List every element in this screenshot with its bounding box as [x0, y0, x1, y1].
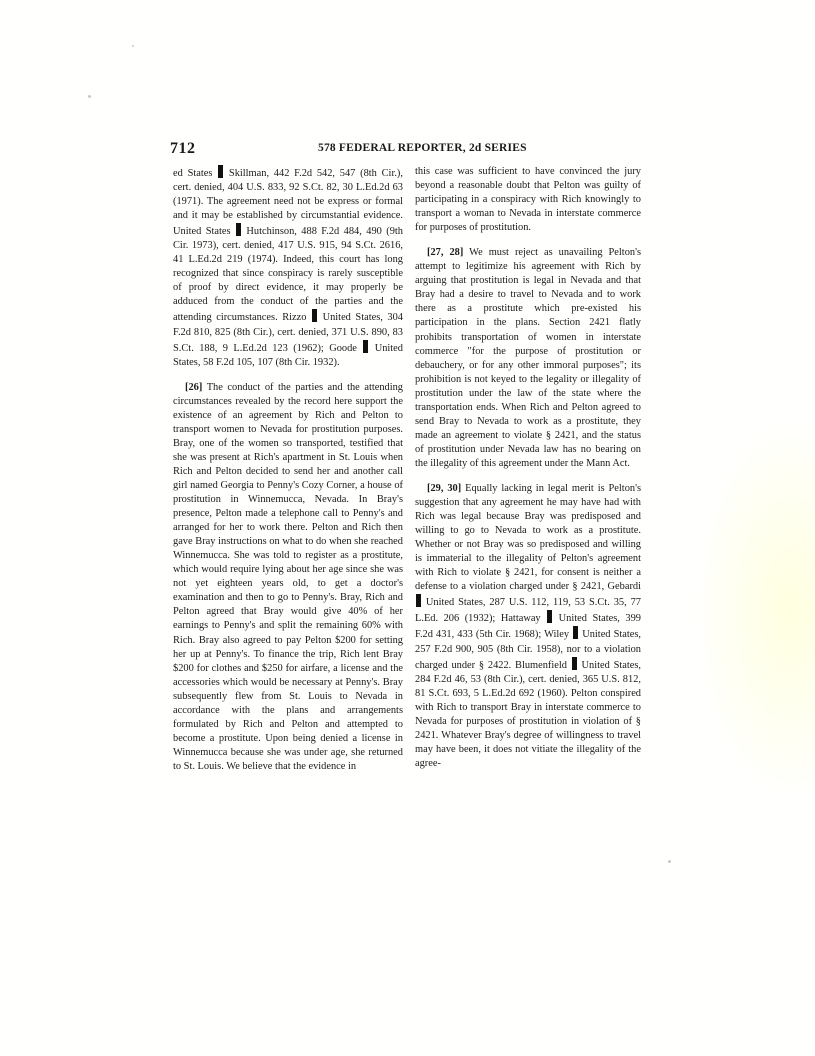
redaction-bar: [363, 340, 368, 353]
scan-speck: [88, 95, 91, 98]
page-header: [170, 140, 645, 160]
paragraph-text: We must reject as unavailing Pelton's attempt to legitimize his agreement with Rich by arguing that prostitution is legal in Nevada and that Bray had a desire to travel to Nevada and to work there as a prostitute which pre-existed his participation in the plans. Section 2421 flatly prohibits transportation of women in interstate commerce "for the purpose of prostitution or debauchery, or for any other immoral purposes"; its prohibition is not keyed to the legality or illegality of prostitution under the law of the state where the transportation ends. When Rich and Pelton agreed to send Bray to Nevada to work as a prostitute, they made an agreement to violate § 2421, and the status of prostitution under Nevada law has no bearing on the illegality of this agreement under the Mann Act.: [415, 247, 641, 469]
left-column: [173, 165, 403, 774]
paragraph: this case was sufficient to have convinced the jury beyond a reasonable doubt that Pelton was guilty of participating in a conspiracy with Rich knowingly to transport a woman to Nevada in interstate commerce for purposes of prostitution.: [415, 166, 641, 234]
redaction-bar: [547, 610, 552, 623]
headnote-number: [27, 28]: [427, 247, 464, 259]
redaction-bar: [416, 594, 421, 607]
redaction-bar: [236, 223, 241, 236]
headnote-number: [29, 30]: [427, 482, 462, 494]
paragraph: ed States Skillman, 442 F.2d 542, 547 (8th Cir.), cert. denied, 404 U.S. 833, 92 S.Ct. 82, 30 L.Ed.2d 63 (1971). The agreement need not be express or formal and it may be established by circumstantial evidence. United States Hutchinson, 488 F.2d 484, 490 (9th Cir. 1973), cert. denied, 417 U.S. 915, 94 S.Ct. 2616, 41 L.Ed.2d 219 (1974). Indeed, this court has long recognized that since conspiracy is rarely susceptible of proof by direct evidence, it may properly be adduced from the conduct of the parties and the attending circumstances. Rizzo United States, 304 F.2d 810, 825 (8th Cir.), cert. denied, 371 U.S. 890, 83 S.Ct. 188, 9 L.Ed.2d 123 (1962); Goode United States, 58 F.2d 105, 107 (8th Cir. 1932).: [173, 165, 403, 370]
paragraph: [415, 482, 641, 771]
paragraph: [415, 246, 641, 471]
right-column: [415, 165, 641, 771]
scan-discoloration: [695, 420, 815, 800]
scan-speck: [132, 45, 134, 47]
scan-speck: [668, 860, 671, 863]
paragraph-text: Equally lacking in legal merit is Pelton's suggestion that any agreement he may have had with Rich was legal because Bray was predisposed and willing to go to Nevada to work as a prostitute. Whether or not Bray was so predisposed and willing is immaterial to the illegality of Pelton's agreement with Rich to violate § 2421, for consent is neither a defense to a violation charged under § 2421, Gebardi United States, 287 U.S. 112, 119, 53 S.Ct. 35, 77 L.Ed. 206 (1932); Hattaway United States, 399 F.2d 431, 433 (5th Cir. 1968); Wiley United States, 257 F.2d 900, 905 (8th Cir. 1958), nor to a violation charged under § 2422. Blumenfield United States, 284 F.2d 46, 53 (8th Cir.), cert. denied, 365 U.S. 812, 81 S.Ct. 693, 5 L.Ed.2d 692 (1960). Pelton conspired with Rich to transport Bray in interstate commerce to Nevada for purposes of prostitution in violation of § 2421. Whatever Bray's degree of willingness to travel may have been, it does not vitiate the illegality of the agree-: [415, 482, 641, 769]
redaction-bar: [572, 657, 577, 670]
redaction-bar: [218, 165, 223, 178]
redaction-bar: [573, 626, 578, 639]
paragraph-text: The conduct of the parties and the attending circumstances revealed by the record here support the existence of an agreement by Rich and Pelton to transport women to Nevada for prostitution purposes. Bray, one of the women so transported, testified that she was present at Rich's apartment in St. Louis when Rich and Pelton decided to send her and another call girl named Georgia to Penny's Cozy Corner, a house of prostitution in Winnemucca, Nevada. In Bray's presence, Pelton made a telephone call to Penny's and arranged for her to work there. Pelton and Rich then gave Bray instructions on what to do when she reached Winnemucca. She was told to register as a prostitute, which would require lying about her age since she was not yet eighteen years old, to get a doctor's examination and then to go to Penny's. Bray, Rich and Pelton agreed that Bray would give 40% of her earnings to Penny's and split the remaining 60% with Rich. Bray also agreed to pay Pelton $200 for setting her up at Penny's. To finance the trip, Rich lent Bray $200 for clothes and $250 for airfare, a license and the accessories which would be necessary at Penny's. Bray subsequently flew from St. Louis to Nevada in accordance with the plans and arrangements formulated by Rich and Pelton and attempted to become a prostitute. Upon being denied a license in Winnemucca because she was under age, she returned to St. Louis. We believe that the evidence in: [173, 381, 403, 772]
page-number: 712: [170, 140, 196, 157]
headnote-number: [26]: [185, 381, 203, 393]
running-head: 578 FEDERAL REPORTER, 2d SERIES: [318, 142, 527, 154]
redaction-bar: [312, 309, 317, 322]
paragraph: [173, 381, 403, 774]
